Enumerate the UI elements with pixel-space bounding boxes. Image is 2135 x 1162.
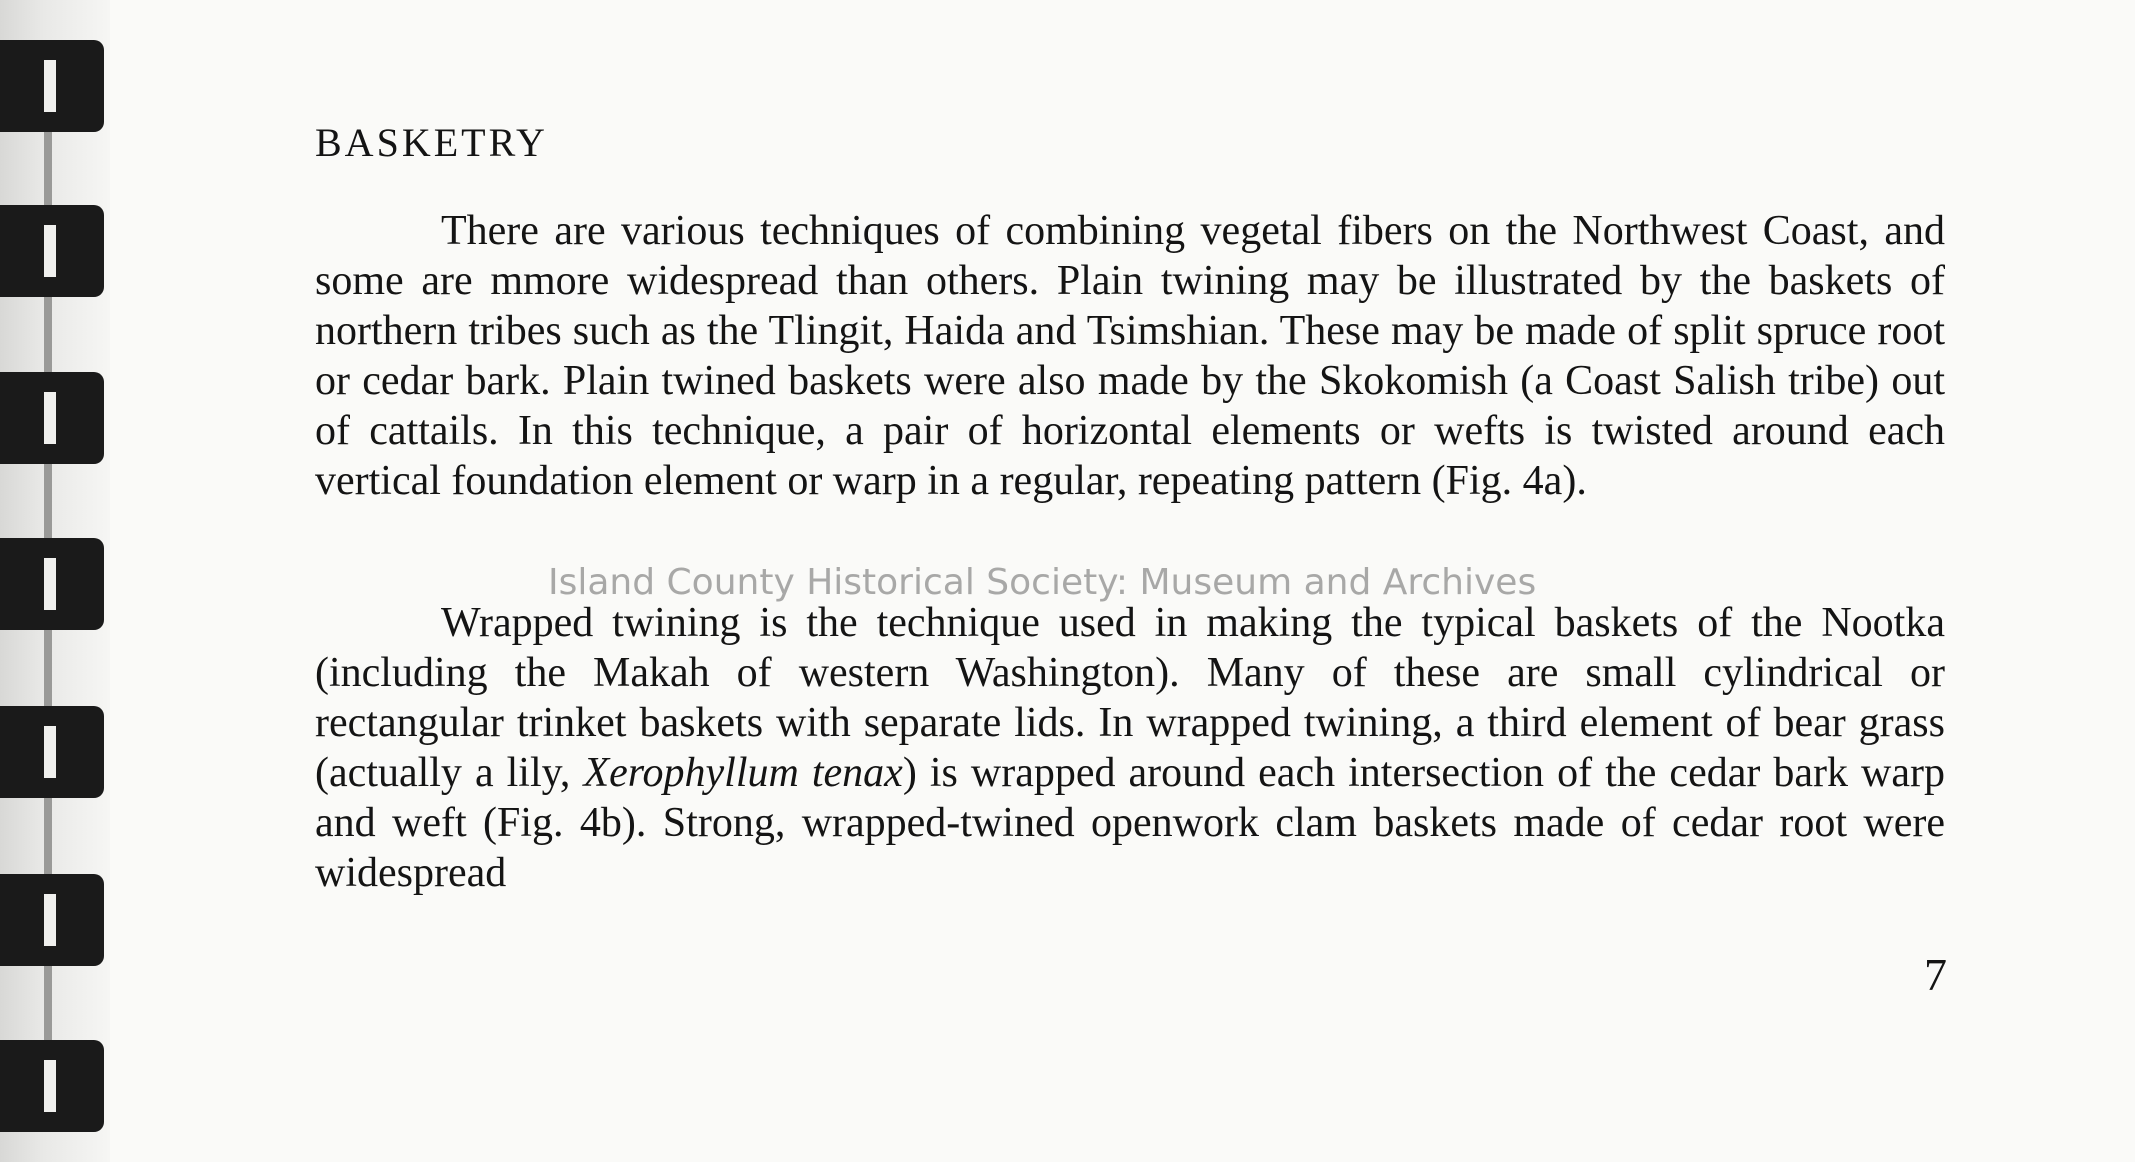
- watermark-text: Island County Historical Society: Museum and Archives: [548, 562, 1537, 603]
- spiral-binding-tab: [0, 205, 104, 297]
- paragraph-2-text-end: ) is wrapped around each intersection of the cedar bark warp and weft (Fig. 4b). Strong, wrapped-twined openwork clam baskets made of cedar root were widespread: [315, 750, 1945, 896]
- page-number: 7: [1924, 949, 1947, 1000]
- paragraph-2: [315, 598, 1945, 898]
- text-block: [315, 118, 1945, 898]
- spiral-binding-tab: [0, 706, 104, 798]
- spiral-binding-tab: [0, 372, 104, 464]
- paragraph-1: There are various techniques of combining vegetal fibers on the Northwest Coast, and some are mmore widespread than others. Plain twining may be illustrated by the baskets of northern tribes such as the Tlingit, Haida and Tsimshian. These may be made of split spruce root or cedar bark. Plain twined baskets were also made by the Skokomish (a Coast Salish tribe) out of cattails. In this technique, a pair of horizontal elements or wefts is twisted around each vertical foundation element or warp in a regular, repeating pattern (Fig. 4a).: [315, 208, 1945, 504]
- spiral-binding-tab: [0, 874, 104, 966]
- section-heading: BASKETRY: [315, 120, 548, 165]
- spiral-binding-tab: [0, 1040, 104, 1132]
- paragraph-2-text-start: Wrapped twining is the technique used in making the typical baskets of the Nootka (including the Makah of western Washington). Many of these are small cylindrical or rectangular trinket baskets with separate lids. In wrapped twining, a third element of bear grass (actually a lily,: [315, 600, 1945, 796]
- species-name: Xerophyllum tenax: [583, 750, 903, 796]
- spiral-binding-tab: [0, 538, 104, 630]
- spiral-binding-tab: [0, 40, 104, 132]
